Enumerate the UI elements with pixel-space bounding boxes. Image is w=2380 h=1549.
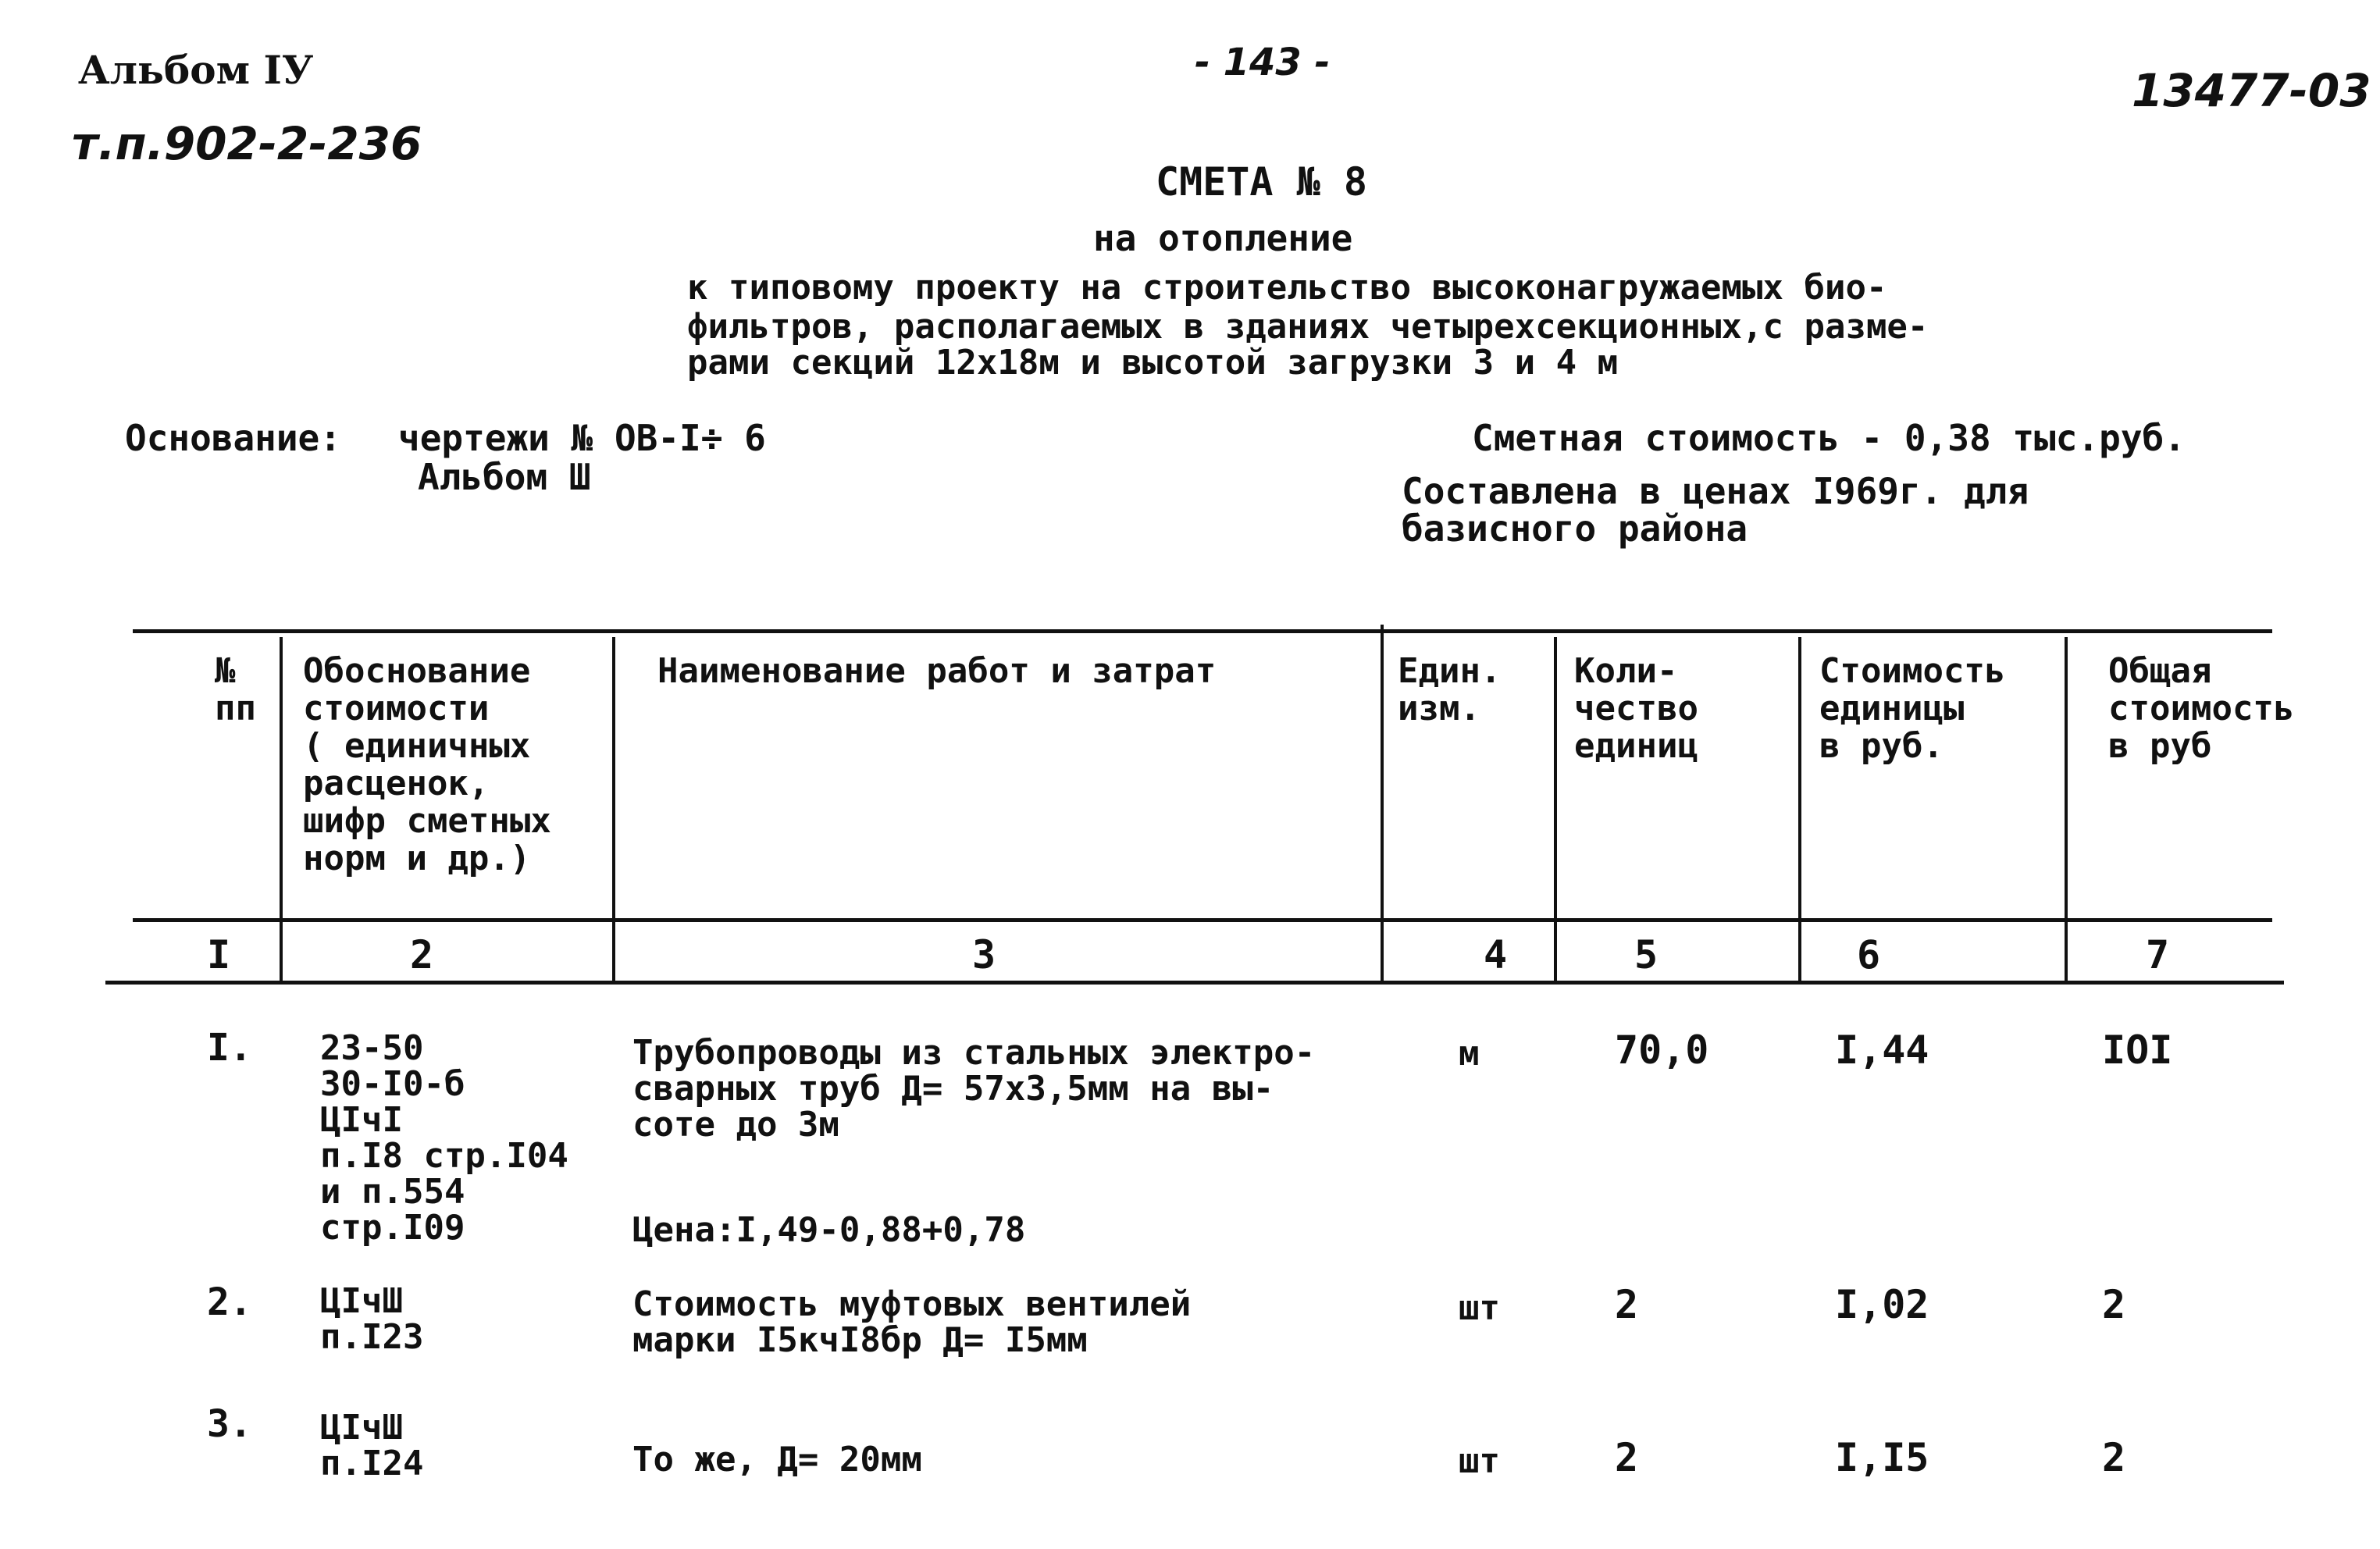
row-3-unit: шт: [1459, 1441, 1500, 1481]
colnum-2: 2: [410, 932, 434, 977]
header-unit: Един. изм.: [1398, 651, 1502, 728]
table-divider-4: [1554, 637, 1557, 981]
archive-number: 13477-03: [2132, 64, 2371, 117]
row-3-unit-cost: I,I5: [1835, 1435, 1929, 1480]
row-1-num: I.: [207, 1026, 252, 1070]
colnum-4: 4: [1484, 932, 1508, 977]
album-label: Альбом IУ: [78, 47, 314, 93]
header-qty: Коли- чество единиц: [1574, 651, 1698, 766]
estimate-heading: СМЕТА № 8: [1156, 159, 1367, 205]
row-1-unit: м: [1459, 1034, 1480, 1074]
basis-label: Основание:: [125, 417, 341, 459]
project-code: т.п.902-2-236: [72, 117, 422, 170]
estimated-cost: Сметная стоимость - 0,38 тыс.руб.: [1472, 417, 2186, 459]
estimate-subject: на отопление: [1093, 217, 1353, 259]
row-1-name: Трубопроводы из стальных электро- сварных труб Д= 57x3,5мм на вы- соте до 3м: [632, 1033, 1316, 1145]
colnum-3: 3: [972, 932, 996, 977]
row-2-unit: шт: [1459, 1288, 1500, 1328]
colnum-5: 5: [1634, 932, 1659, 977]
header-unit-cost: Стоимость единицы в руб.: [1819, 651, 2006, 766]
row-2-unit-cost: I,02: [1835, 1282, 1929, 1327]
row-1-unit-cost: I,44: [1835, 1027, 1929, 1073]
page-number: - 143 -: [1195, 41, 1331, 84]
row-1-qty: 70,0: [1615, 1027, 1709, 1073]
prices-line-2: базисного района: [1402, 507, 1748, 550]
table-divider-1: [280, 637, 283, 981]
table-header-rule: [133, 918, 2272, 922]
row-3-basis: ЦIчШ п.I24: [320, 1408, 424, 1483]
row-1-total: IOI: [2102, 1027, 2173, 1073]
row-3-num: 3.: [207, 1402, 252, 1446]
colnum-7: 7: [2146, 932, 2170, 977]
description-line-3: рами секций 12x18м и высотой загрузки 3 и 4 м: [687, 343, 1619, 383]
description-line-1: к типовому проекту на строительство высоконагружаемых био-: [687, 268, 1887, 308]
basis-album: Альбом Ш: [418, 456, 591, 498]
row-1-basis: 23-50 30-I0-б ЦIчI п.I8 стр.I04 и п.554 стр.I09: [320, 1028, 568, 1248]
row-2-qty: 2: [1615, 1282, 1639, 1327]
row-3-qty: 2: [1615, 1435, 1639, 1480]
row-2-basis: ЦIчШ п.I23: [320, 1281, 424, 1357]
table-top-rule: [133, 629, 2272, 633]
row-3-name: То же, Д= 20мм: [632, 1440, 922, 1480]
row-2-name: Стоимость муфтовых вентилей марки I5кчI8бр Д= I5мм: [632, 1284, 1192, 1360]
row-2-num: 2.: [207, 1280, 252, 1324]
header-num: № пп: [215, 651, 256, 728]
header-name: Наименование работ и затрат: [657, 651, 1217, 691]
table-divider-3: [1381, 625, 1384, 981]
colnum-1: I: [207, 932, 231, 977]
row-3-total: 2: [2102, 1435, 2126, 1480]
basis-drawings: чертежи № ОВ-I÷ 6: [398, 417, 766, 459]
table-divider-5: [1798, 637, 1801, 981]
row-1-price-note: Цена:I,49-0,88+0,78: [632, 1210, 1026, 1250]
colnum-6: 6: [1857, 932, 1881, 977]
table-colnum-rule: [105, 981, 2284, 985]
header-total: Общая стоимость в руб: [2108, 651, 2295, 766]
table-divider-6: [2065, 637, 2068, 981]
description-line-2: фильтров, располагаемых в зданиях четырехсекционных,с разме-: [687, 307, 1929, 347]
prices-line-1: Составлена в ценах I969г. для: [1402, 470, 2029, 512]
row-2-total: 2: [2102, 1282, 2126, 1327]
table-divider-2: [612, 637, 615, 981]
header-basis: Обоснование стоимости ( единичных расценок, шифр сметных норм и др.): [303, 651, 551, 878]
